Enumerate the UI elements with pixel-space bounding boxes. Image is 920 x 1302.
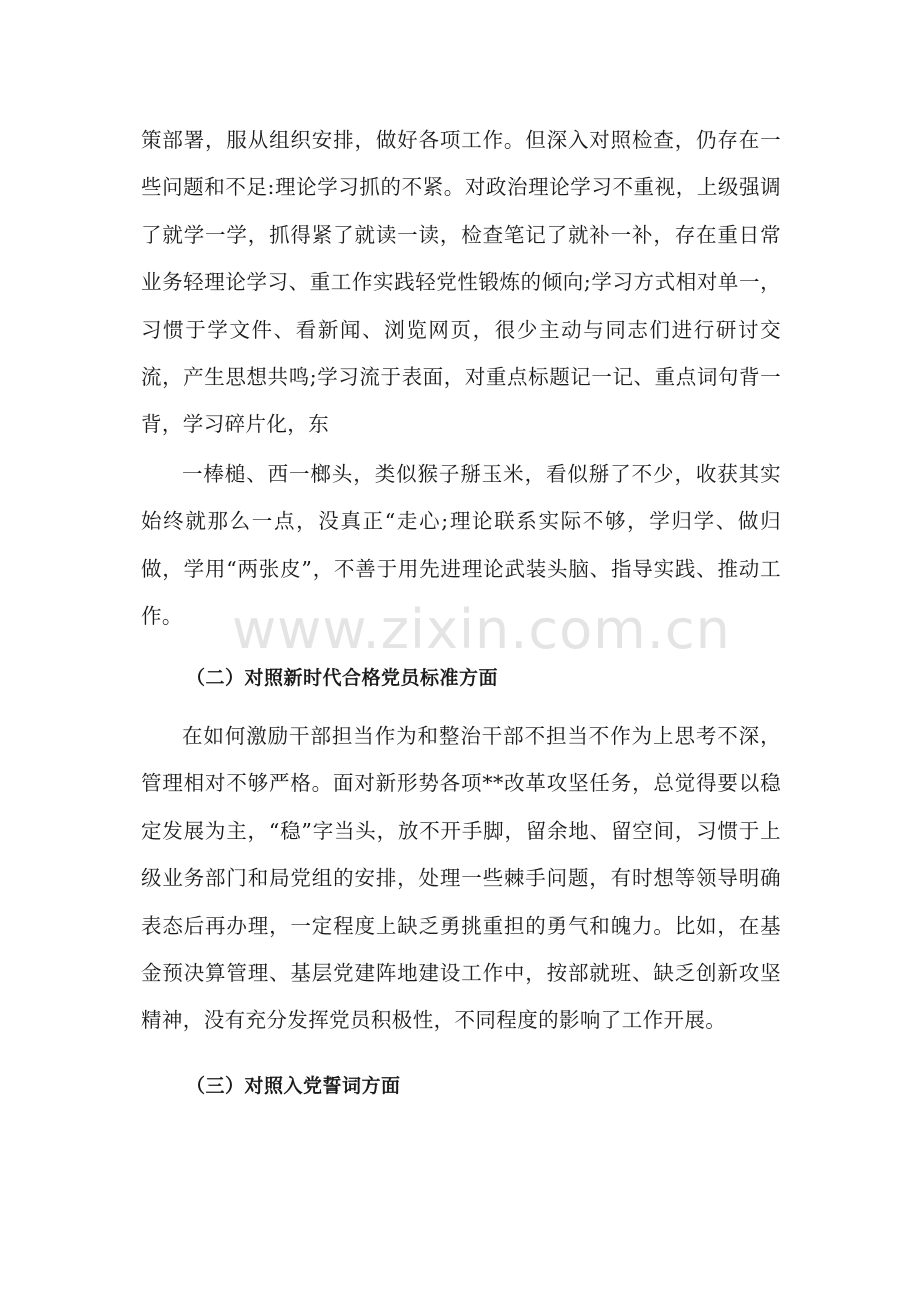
body-paragraph-2: 一棒槌、西一榔头，类似猴子掰玉米，看似掰了不少，收获其实始终就那么一点，没真正“走心;理论联系实际不够，学归学、做归做，学用“两张皮”，不善于用先进理论武装头脑、指导实践、推动工作。	[141, 462, 781, 629]
site-watermark: www.zixin.com.cn	[232, 598, 731, 661]
body-paragraph-1: 策部署，服从组织安排，做好各项工作。但深入对照检查，仍存在一些问题和不足:理论学习抓的不紧。对政治理论学习不重视，上级强调了就学一学，抓得紧了就读一读，检查笔记了就补一补，存在重日常业务轻理论学习、重工作实践轻党性锻炼的倾向;学习方式相对单一，习惯于学文件、看新闻、浏览网页，很少主动与同志们进行研讨交流，产生思想共鸣;学习流于表面，对重点标题记一记、重点词句背一背，学习碎片化，东	[141, 128, 781, 437]
section-heading-3: （三）对照入党誓词方面	[186, 1075, 401, 1097]
section-heading-2: （二）对照新时代合格党员标准方面	[186, 667, 499, 689]
body-paragraph-3: 在如何激励干部担当作为和整治干部不担当不作为上思考不深，管理相对不够严格。面对新形势各项**改革攻坚任务，总觉得要以稳定发展为主，“稳”字当头，放不开手脚，留余地、留空间，习惯于上级业务部门和局党组的安排，处理一些棘手问题，有时想等领导明确表态后再办理，一定程度上缺乏勇挑重担的勇气和魄力。比如，在基金预决算管理、基层党建阵地建设工作中，按部就班、缺乏创新攻坚精神，没有充分发挥党员积极性，不同程度的影响了工作开展。	[141, 724, 781, 1033]
